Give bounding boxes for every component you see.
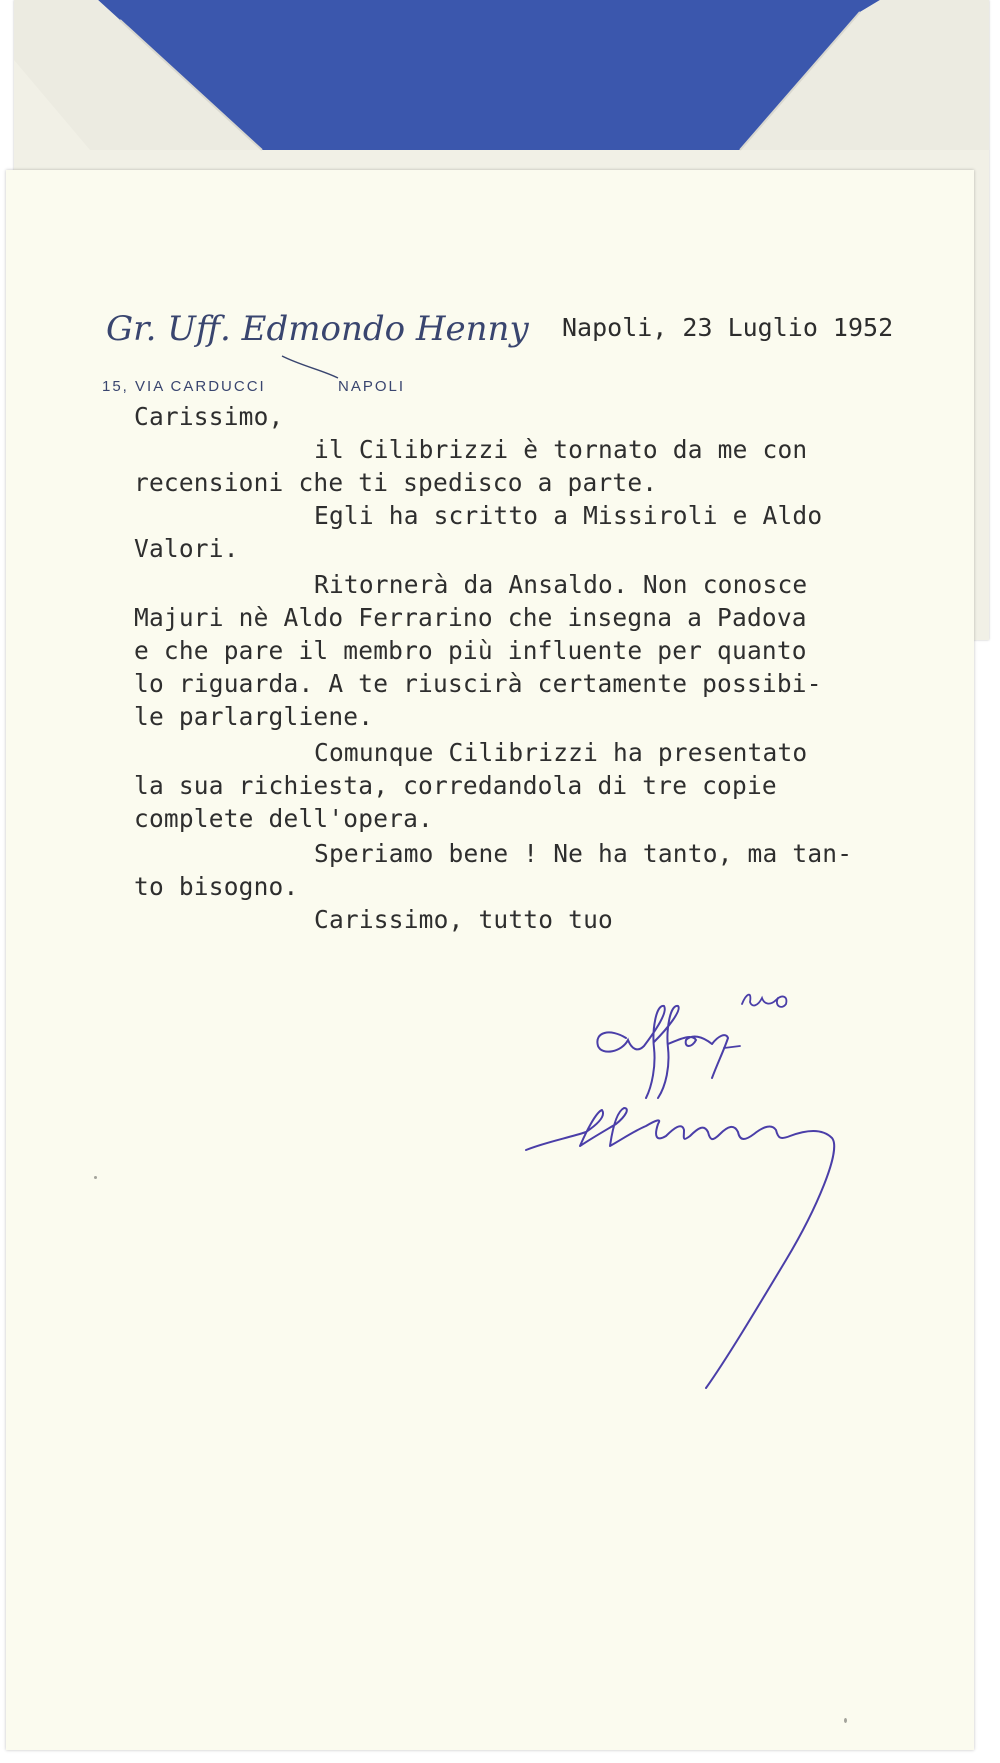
letterhead-address bbox=[102, 378, 406, 395]
body-line: Ritornerà da Ansaldo. Non conosce bbox=[314, 570, 808, 599]
body-line: il Cilibrizzi è tornato da me con bbox=[314, 435, 808, 464]
body-line: recensioni che ti spedisco a parte. bbox=[134, 468, 658, 497]
letterhead-street: 15, VIA CARDUCCI bbox=[102, 378, 266, 395]
letter-date: Napoli, 23 Luglio 1952 bbox=[562, 313, 894, 342]
body-line: le parlargliene. bbox=[134, 702, 374, 731]
letterhead-logo bbox=[102, 238, 529, 358]
body-line: e che pare il membro più influente per quanto bbox=[134, 636, 807, 665]
letterhead-script-name: Gr. Uff. Edmondo Henny bbox=[106, 309, 529, 349]
body-line: complete dell'opera. bbox=[134, 804, 434, 833]
body-line: Comunque Cilibrizzi ha presentato bbox=[314, 738, 808, 767]
body-line: Egli ha scritto a Missiroli e Aldo bbox=[314, 501, 823, 530]
handwritten-signature bbox=[506, 990, 926, 1410]
body-line: lo riguarda. A te riuscirà certamente possibi- bbox=[134, 669, 822, 698]
body-line: Speriamo bene ! Ne ha tanto, ma tan- bbox=[314, 839, 853, 868]
letterhead bbox=[102, 238, 529, 395]
body-line: la sua richiesta, corredandola di tre copie bbox=[134, 771, 777, 800]
body-line: to bisogno. bbox=[134, 872, 299, 901]
body-line: Carissimo, bbox=[134, 402, 284, 431]
body-line: Valori. bbox=[134, 534, 239, 563]
paper-speck bbox=[94, 1176, 97, 1179]
body-line: Majuri nè Aldo Ferrarino che insegna a Padova bbox=[134, 603, 807, 632]
letterhead-city: NAPOLI bbox=[338, 378, 406, 395]
envelope-flap bbox=[0, 0, 1000, 175]
letter-sheet bbox=[6, 170, 974, 1750]
paper-speck bbox=[844, 1718, 847, 1723]
body-line: Carissimo, tutto tuo bbox=[314, 905, 614, 934]
